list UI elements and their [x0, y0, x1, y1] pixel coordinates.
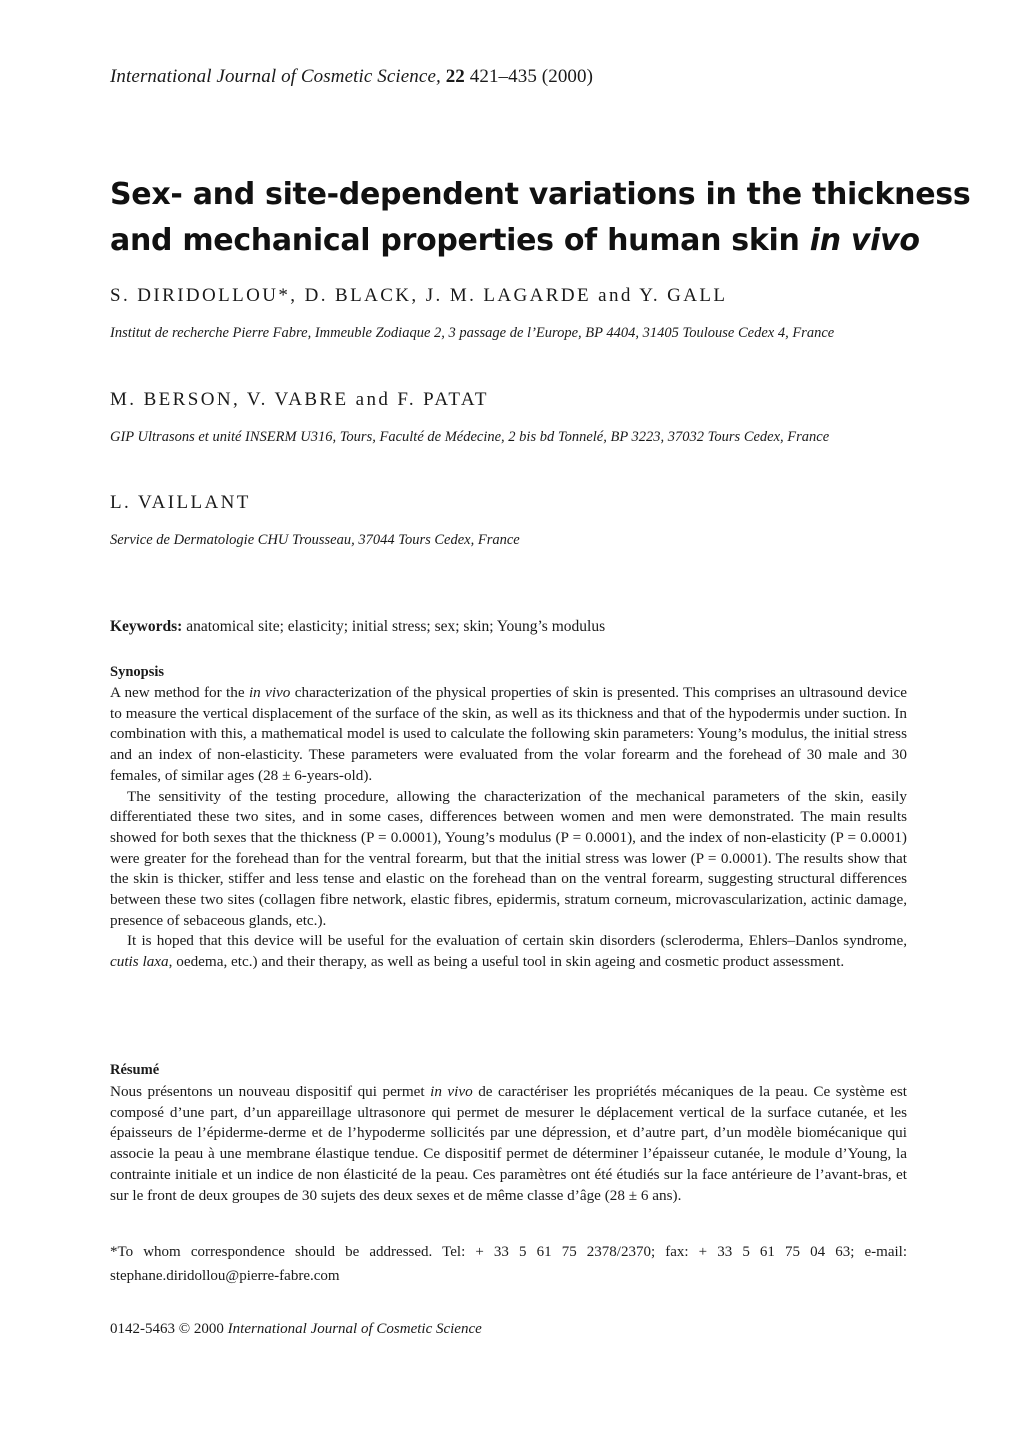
resume-heading: Résumé: [110, 1062, 160, 1078]
journal-volume: 22: [445, 66, 465, 87]
synopsis-paragraph-3: [110, 931, 907, 972]
title-line-2-italic: in vivo: [809, 223, 920, 258]
synopsis-p1-text-a: A new method for the: [110, 684, 245, 701]
synopsis-p1-text-b: characterization of the physical properties of skin is presented. This comprises an ultrasound device to measure the vertical displacement of the surface of the skin, as well as its thickness and that of the hypodermis under suction. In combination with this, a mathematical model is used to calculate the following skin parameters: Young’s modulus, the initial stress and an index of non-elasticity. These parameters were evaluated from the volar forearm and the forehead of 30 male and 30 females, of similar ages (28 ± 6-years-old).: [110, 684, 908, 784]
issn-copyright: 0142-5463 © 2000: [110, 1321, 224, 1337]
keywords-text: anatomical site; elasticity; initial stress; sex; skin; Young’s modulus: [186, 618, 606, 635]
article-title: [110, 172, 971, 264]
author-group-1: S. DIRIDOLLOU*, D. BLACK, J. M. LAGARDE and Y. GALL: [110, 285, 728, 306]
resume-p1-italic: in vivo: [430, 1083, 473, 1100]
journal-citation: [110, 66, 593, 88]
synopsis-body: [110, 683, 907, 973]
journal-pages-year: 421–435 (2000): [469, 66, 594, 87]
correspondence-footnote: *To whom correspondence should be addressed. Tel: + 33 5 61 75 2378/2370; fax: + 33 5 61 75 04 63; e-mail: stephane.diridollou@pierre-fabre.com: [110, 1244, 907, 1284]
synopsis-paragraph-1: [110, 683, 907, 787]
synopsis-p3-text-a: It is hoped that this device will be useful for the evaluation of certain skin disorders (scleroderma, Ehlers–Danlos syndrome,: [127, 932, 907, 950]
journal-name: International Journal of Cosmetic Science,: [110, 66, 441, 87]
title-line-2: [110, 218, 930, 264]
synopsis-heading: Synopsis: [110, 664, 165, 680]
synopsis-p3-italic: cutis laxa: [110, 953, 169, 971]
affiliation-1: Institut de recherche Pierre Fabre, Immeuble Zodiaque 2, 3 passage de l’Europe, BP 4404, 31405 Toulouse Cedex 4, France: [110, 325, 835, 341]
footer-journal-name: International Journal of Cosmetic Science: [227, 1321, 482, 1337]
synopsis-p1-italic: in vivo: [248, 684, 291, 701]
resume-body: [110, 1082, 907, 1206]
issn-footer: [110, 1321, 482, 1338]
title-line-2-text: and mechanical properties of human skin: [110, 223, 800, 258]
resume-p1-text-b: de caractériser les propriétés mécaniques de la peau. Ce système est composé d’une part, d’un appareillage ultrasonore qui permet de mesurer le déplacement vertical de la surface cutanée, et les épaisseurs de l’épiderme-derme et de l’hypoderme sollicités par une dépression, et d’autre part, d’un modèle biomécanique qui associe la peau à une membrane élastique tendue. Ce dispositif permet de déterminer l’épaisseur cutanée, le module d’Young, la contrainte initiale et un indice de non élasticité de la peau. Ces paramètres ont été étudiés sur la face antérieure de l’avant-bras, et sur le front de deux groupes de 30 sujets des deux sexes et de même classe d’âge (28 ± 6 ans).: [110, 1083, 908, 1204]
keywords: [110, 618, 605, 636]
author-group-3: L. VAILLANT: [110, 492, 251, 513]
author-group-2: M. BERSON, V. VABRE and F. PATAT: [110, 389, 489, 410]
affiliation-3: Service de Dermatologie CHU Trousseau, 37044 Tours Cedex, France: [110, 532, 520, 548]
synopsis-p3-text-b: , oedema, etc.) and their therapy, as well as being a useful tool in skin ageing and cosmetic product assessment.: [168, 953, 845, 971]
title-line-1: Sex- and site-dependent variations in the thickness: [110, 177, 971, 212]
resume-paragraph-1: [110, 1082, 907, 1206]
synopsis-paragraph-2: The sensitivity of the testing procedure, allowing the characterization of the mechanical parameters of the skin, easily differentiated these two sites, and in some cases, differences between women and men were demonstrated. The main results showed for both sexes that the thickness (P = 0.0001), Young’s modulus (P = 0.0001), and the index of non-elasticity (P = 0.0001) were greater for the forehead than for the ventral forearm, but that the initial stress was lower (P = 0.0001). The results show that the skin is thicker, stiffer and less tense and elastic on the forehead than on the ventral forearm, suggesting structural differences between these two sites (collagen fibre network, elastic fibres, epidermis, stratum corneum, microvascularization, actinic damage, presence of sebaceous glands, etc.).: [110, 787, 907, 929]
keywords-label: Keywords:: [110, 618, 183, 635]
resume-p1-text-a: Nous présentons un nouveau dispositif qui permet: [110, 1083, 425, 1100]
affiliation-2: GIP Ultrasons et unité INSERM U316, Tours, Faculté de Médecine, 2 bis bd Tonnelé, BP 3223, 37032 Tours Cedex, France: [110, 429, 830, 445]
